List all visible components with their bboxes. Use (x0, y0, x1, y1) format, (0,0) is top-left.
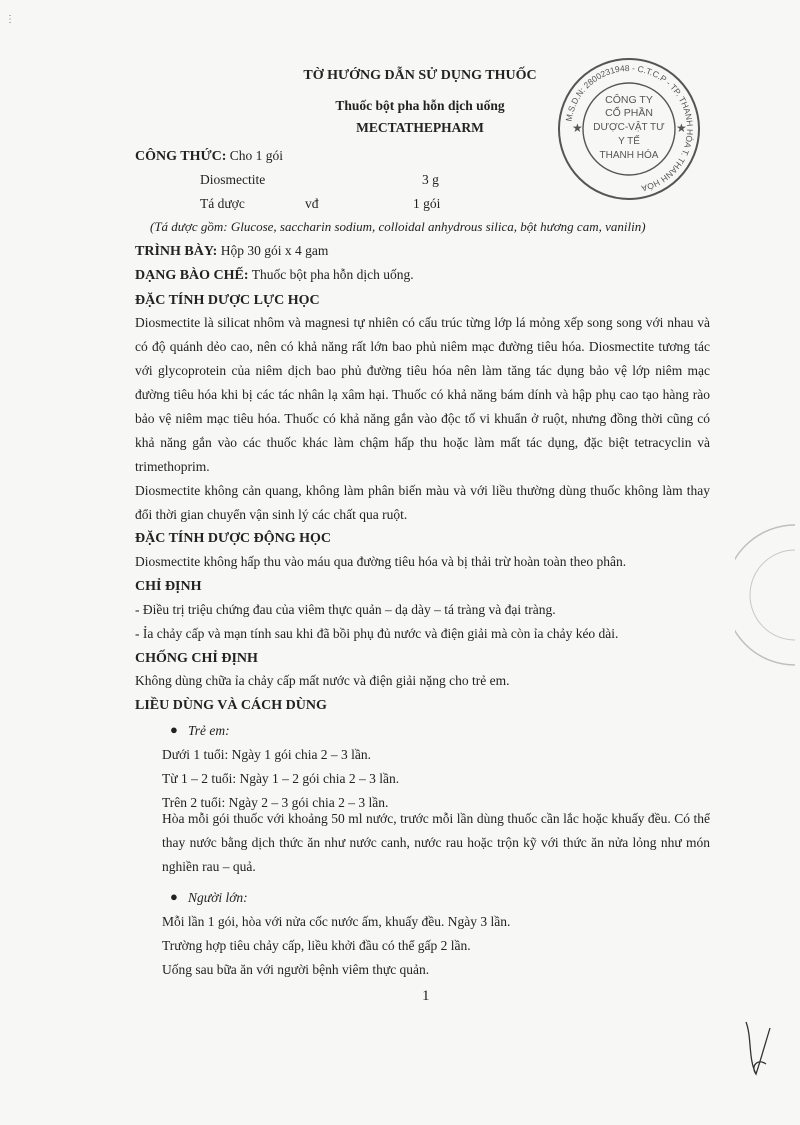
pharmacokinetics-heading: ĐẶC TÍNH DƯỢC ĐỘNG HỌC (135, 531, 332, 546)
formula-line (135, 147, 283, 165)
pharmacodynamics-body (135, 311, 710, 527)
signature (738, 1018, 778, 1078)
stamp-line-3: DƯỢC-VẬT TƯ (593, 122, 665, 133)
pharmacodynamics-paragraph-2: Diosmectite không cản quang, không làm phân biến màu và với liều thường dùng thuốc không làm thay đổi thời gian chuyển vận sinh lý các chất qua ruột. (135, 483, 710, 522)
presentation-value: Hộp 30 gói x 4 gam (220, 243, 329, 258)
children-note (162, 807, 710, 879)
formula-row-0-amount: 3 g (422, 172, 439, 187)
stamp-line-1: CÔNG TY (605, 94, 653, 106)
product-name: MECTATHEPHARM (356, 120, 484, 135)
document-subtitle: Thuốc bột pha hỗn dịch uống (335, 98, 505, 113)
scan-mark: ⋮ (5, 14, 15, 25)
document-title: TỜ HƯỚNG DẪN SỬ DỤNG THUỐC (303, 68, 537, 83)
adults-dose-3: Uống sau bữa ăn với người bệnh viêm thực quản. (162, 962, 430, 977)
indication-item-1: - Điều trị triệu chứng đau của viêm thực quản – dạ dày – tá tràng và đại tràng. (135, 602, 556, 617)
stamp-line-4: Y TẾ (618, 136, 640, 147)
dosage-form-line (135, 266, 414, 284)
company-stamp (556, 56, 702, 202)
bullet-icon: ● (170, 889, 178, 904)
formula-label: CÔNG THỨC: (135, 149, 227, 164)
stamp-line-5: THANH HÓA (599, 150, 659, 161)
contraindications-paragraph: Không dùng chữa ỉa chảy cấp mất nước và điện giải nặng cho trẻ em. (135, 673, 510, 688)
page-number: 1 (422, 988, 430, 1004)
formula-row-1-amount: 1 gói (413, 196, 441, 211)
children-dose-2: Từ 1 – 2 tuổi: Ngày 1 – 2 gói chia 2 – 3 lần. (162, 771, 400, 786)
formula-row-1-name: Tá dược (200, 196, 245, 211)
formula-row-1-mid: vđ (305, 196, 319, 211)
adults-label: Người lớn: (188, 890, 248, 905)
dosage-heading: LIỀU DÙNG VÀ CÁCH DÙNG (135, 698, 327, 713)
children-dose-1: Dưới 1 tuổi: Ngày 1 gói chia 2 – 3 lần. (162, 747, 372, 762)
pharmacokinetics-paragraph: Diosmectite không hấp thu vào máu qua đường tiêu hóa và bị thải trừ hoàn toàn theo phân. (135, 554, 627, 569)
presentation-line (135, 242, 328, 260)
children-dose-3: Trên 2 tuổi: Ngày 2 – 3 gói chia 2 – 3 lần. (162, 795, 389, 810)
edge-stamp (735, 520, 795, 670)
indications-heading: CHỈ ĐỊNH (135, 579, 202, 594)
formula-value: Cho 1 gói (229, 148, 284, 163)
excipients-note: (Tá dược gồm: Glucose, saccharin sodium, colloidal anhydrous silica, bột hương cam, vanilin) (150, 219, 646, 234)
dosage-form-value: Thuốc bột pha hỗn dịch uống. (251, 267, 414, 282)
adults-dose-2: Trường hợp tiêu chảy cấp, liều khởi đầu có thể gấp 2 lần. (162, 938, 471, 953)
pharmacodynamics-paragraph-1: Diosmectite là silicat nhôm và magnesi tự nhiên có cấu trúc từng lớp lá mỏng xếp song song với nhau và có độ quánh dẻo cao, nên có khả năng rất lớn bao phủ niêm mạc đường tiêu hóa. Diosmectite tương tác với glycoprotein của niêm dịch bao phủ đường tiêu hóa nên làm tăng tác dụng bảo vệ lớp niêm mạc đường tiêu hóa khi bị các tác nhân lạ xâm hại. Thuốc có khả năng bám dính và hập phụ cao tạo hàng rào bảo vệ niêm mạc tiêu hóa. Thuốc có khả năng gắn vào độc tố vi khuẩn ở ruột, nhưng đồng thời cũng có khả năng gắn vào các thuốc khác làm chậm hấp thu hoặc làm mất tác dụng, đặc biệt tetracyclin và trimethoprim. (135, 315, 710, 474)
formula-row-0-name: Diosmectite (200, 172, 266, 187)
indication-item-2: - Ỉa chảy cấp và mạn tính sau khi đã bồi phụ đủ nước và điện giải mà còn ỉa chảy kéo dài. (135, 626, 619, 641)
stamp-line-2: CỔ PHẦN (605, 107, 653, 119)
dosage-form-label: DẠNG BÀO CHẾ: (135, 268, 249, 283)
svg-text:★: ★ (572, 121, 583, 135)
children-label: Trẻ em: (188, 723, 230, 738)
bullet-icon: ● (170, 722, 178, 737)
children-note-text: Hòa mỗi gói thuốc với khoảng 50 ml nước, trước mỗi lần dùng thuốc cần lắc hoặc khuấy đều. Có thể thay nước bằng dịch thức ăn như nước canh, nước rau hoặc trộn kỹ với thức ăn nửa lỏng như món nghiền rau – quả. (162, 811, 710, 874)
contraindications-heading: CHỐNG CHỈ ĐỊNH (135, 651, 258, 666)
presentation-label: TRÌNH BÀY: (135, 244, 218, 259)
svg-text:★: ★ (676, 121, 687, 135)
pharmacodynamics-heading: ĐẶC TÍNH DƯỢC LỰC HỌC (135, 293, 320, 308)
adults-dose-1: Mỗi lần 1 gói, hòa với nửa cốc nước ấm, khuấy đều. Ngày 3 lần. (162, 914, 511, 929)
stamp-ring-text: M.S.D.N: 2800231948 - C.T.C.P - TP. THANH HÓA T. THANH HÓA (563, 62, 696, 194)
